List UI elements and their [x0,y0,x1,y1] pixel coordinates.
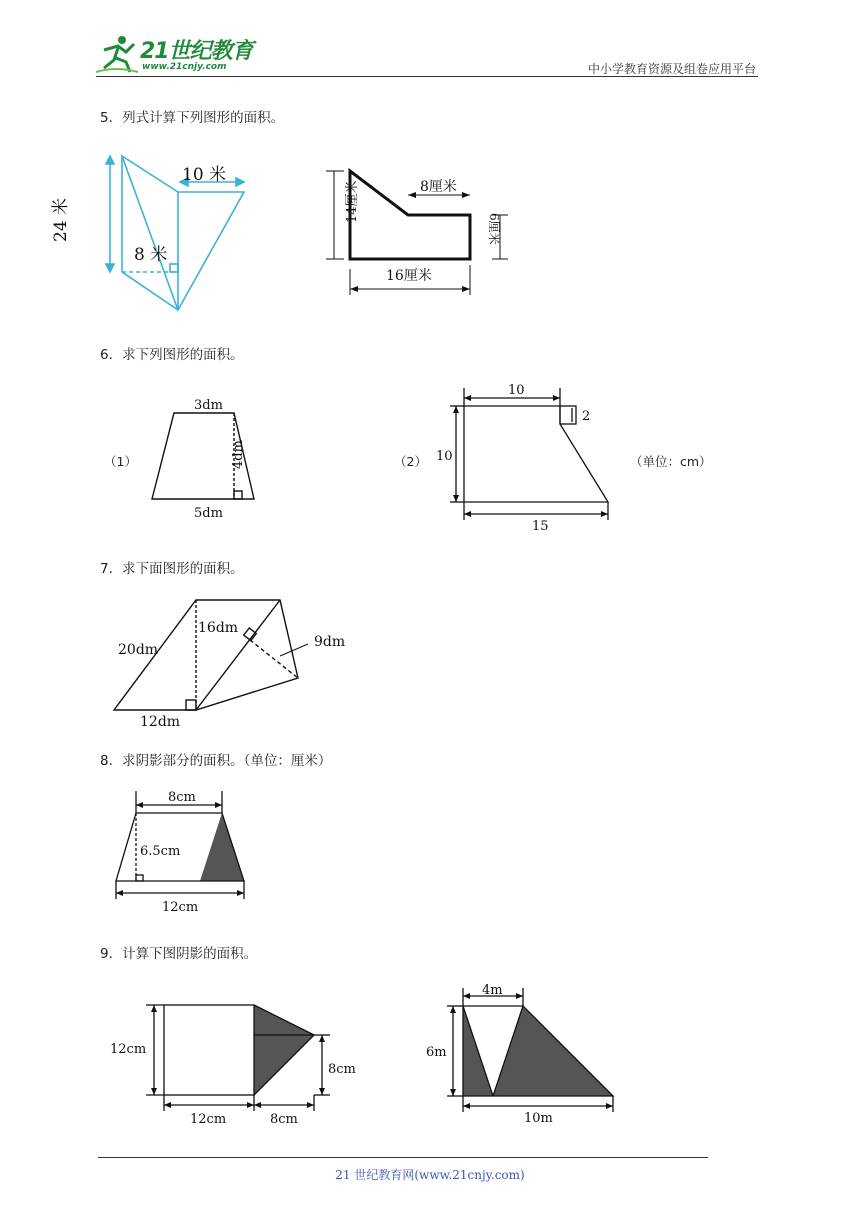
fig9a-left: 12cm [110,1042,147,1057]
shaded-triangle [200,813,244,881]
fig6-label-2: （2） [394,454,427,469]
fig7-height: 16dm [198,620,239,636]
header-divider [96,76,758,77]
fig9a-bottom-right: 8cm [270,1112,298,1127]
shaded-right-piece [493,1006,613,1096]
fig7-base: 12dm [140,714,181,730]
question-5: 5．列式计算下列图形的面积。 [100,110,285,126]
figure-5b [312,165,522,300]
footer-divider [98,1157,708,1158]
footer-text[interactable]: 21 世纪教育网(www.21cnjy.com) [335,1168,525,1182]
question-9: 9．计算下图阴影的面积。 [100,946,258,962]
figure-7 [110,592,360,732]
question-7: 7．求下面图形的面积。 [100,561,244,577]
fig6-unit: （单位：cm） [630,454,712,469]
fig6-shape-step: 2 [582,409,591,424]
figure-6-shape [430,380,600,535]
fig7-side-height: 9dm [314,634,346,650]
logo-text: 21世纪教育 [140,39,253,64]
figure-8 [110,785,260,915]
fig6-trap-height: 4dm [231,440,246,469]
fig9b-top: 4m [482,983,503,998]
fig5b-right-label: 6厘米 [487,213,501,245]
fig9a-bottom-left: 12cm [190,1112,227,1127]
fig5b-left-label: 14厘米 [345,180,360,223]
logo-url: www.21cnjy.com [142,62,227,72]
fig6-trap-top: 3dm [194,398,223,413]
figure-5a [51,150,260,320]
fig6-label-1: （1） [104,454,137,469]
fig5a-top-label: 10 米 [182,165,227,185]
fig9a-right: 8cm [328,1062,356,1077]
fig9b-left: 6m [426,1045,447,1060]
fig7-side: 20dm [118,642,159,658]
figure-9a [108,995,368,1130]
logo [96,32,266,76]
fig5a-inner-label: 8 米 [134,245,168,265]
page-header [96,30,756,78]
runner-logo-icon [96,32,140,76]
fig8-bottom: 12cm [162,900,199,915]
fig5b-bottom-label: 16厘米 [386,268,432,284]
fig6-shape-left: 10 [436,449,453,464]
question-8: 8．求阴影部分的面积。（单位：厘米） [100,753,332,769]
fig5b-top-label: 8厘米 [420,179,457,195]
fig8-top: 8cm [168,790,196,805]
figure-6-trapezoid [140,395,270,525]
header-right-text: 中小学教育资源及组卷应用平台 [587,62,756,76]
fig5a-left-label: 24 米 [51,197,71,242]
fig8-height: 6.5cm [140,844,181,859]
figure-9b [420,980,630,1130]
fig9b-bottom: 10m [524,1111,553,1126]
question-6: 6．求下列图形的面积。 [100,347,244,363]
fig6-shape-bottom: 15 [532,519,549,534]
fig6-trap-bottom: 5dm [194,506,223,521]
fig6-shape-top: 10 [508,383,525,398]
